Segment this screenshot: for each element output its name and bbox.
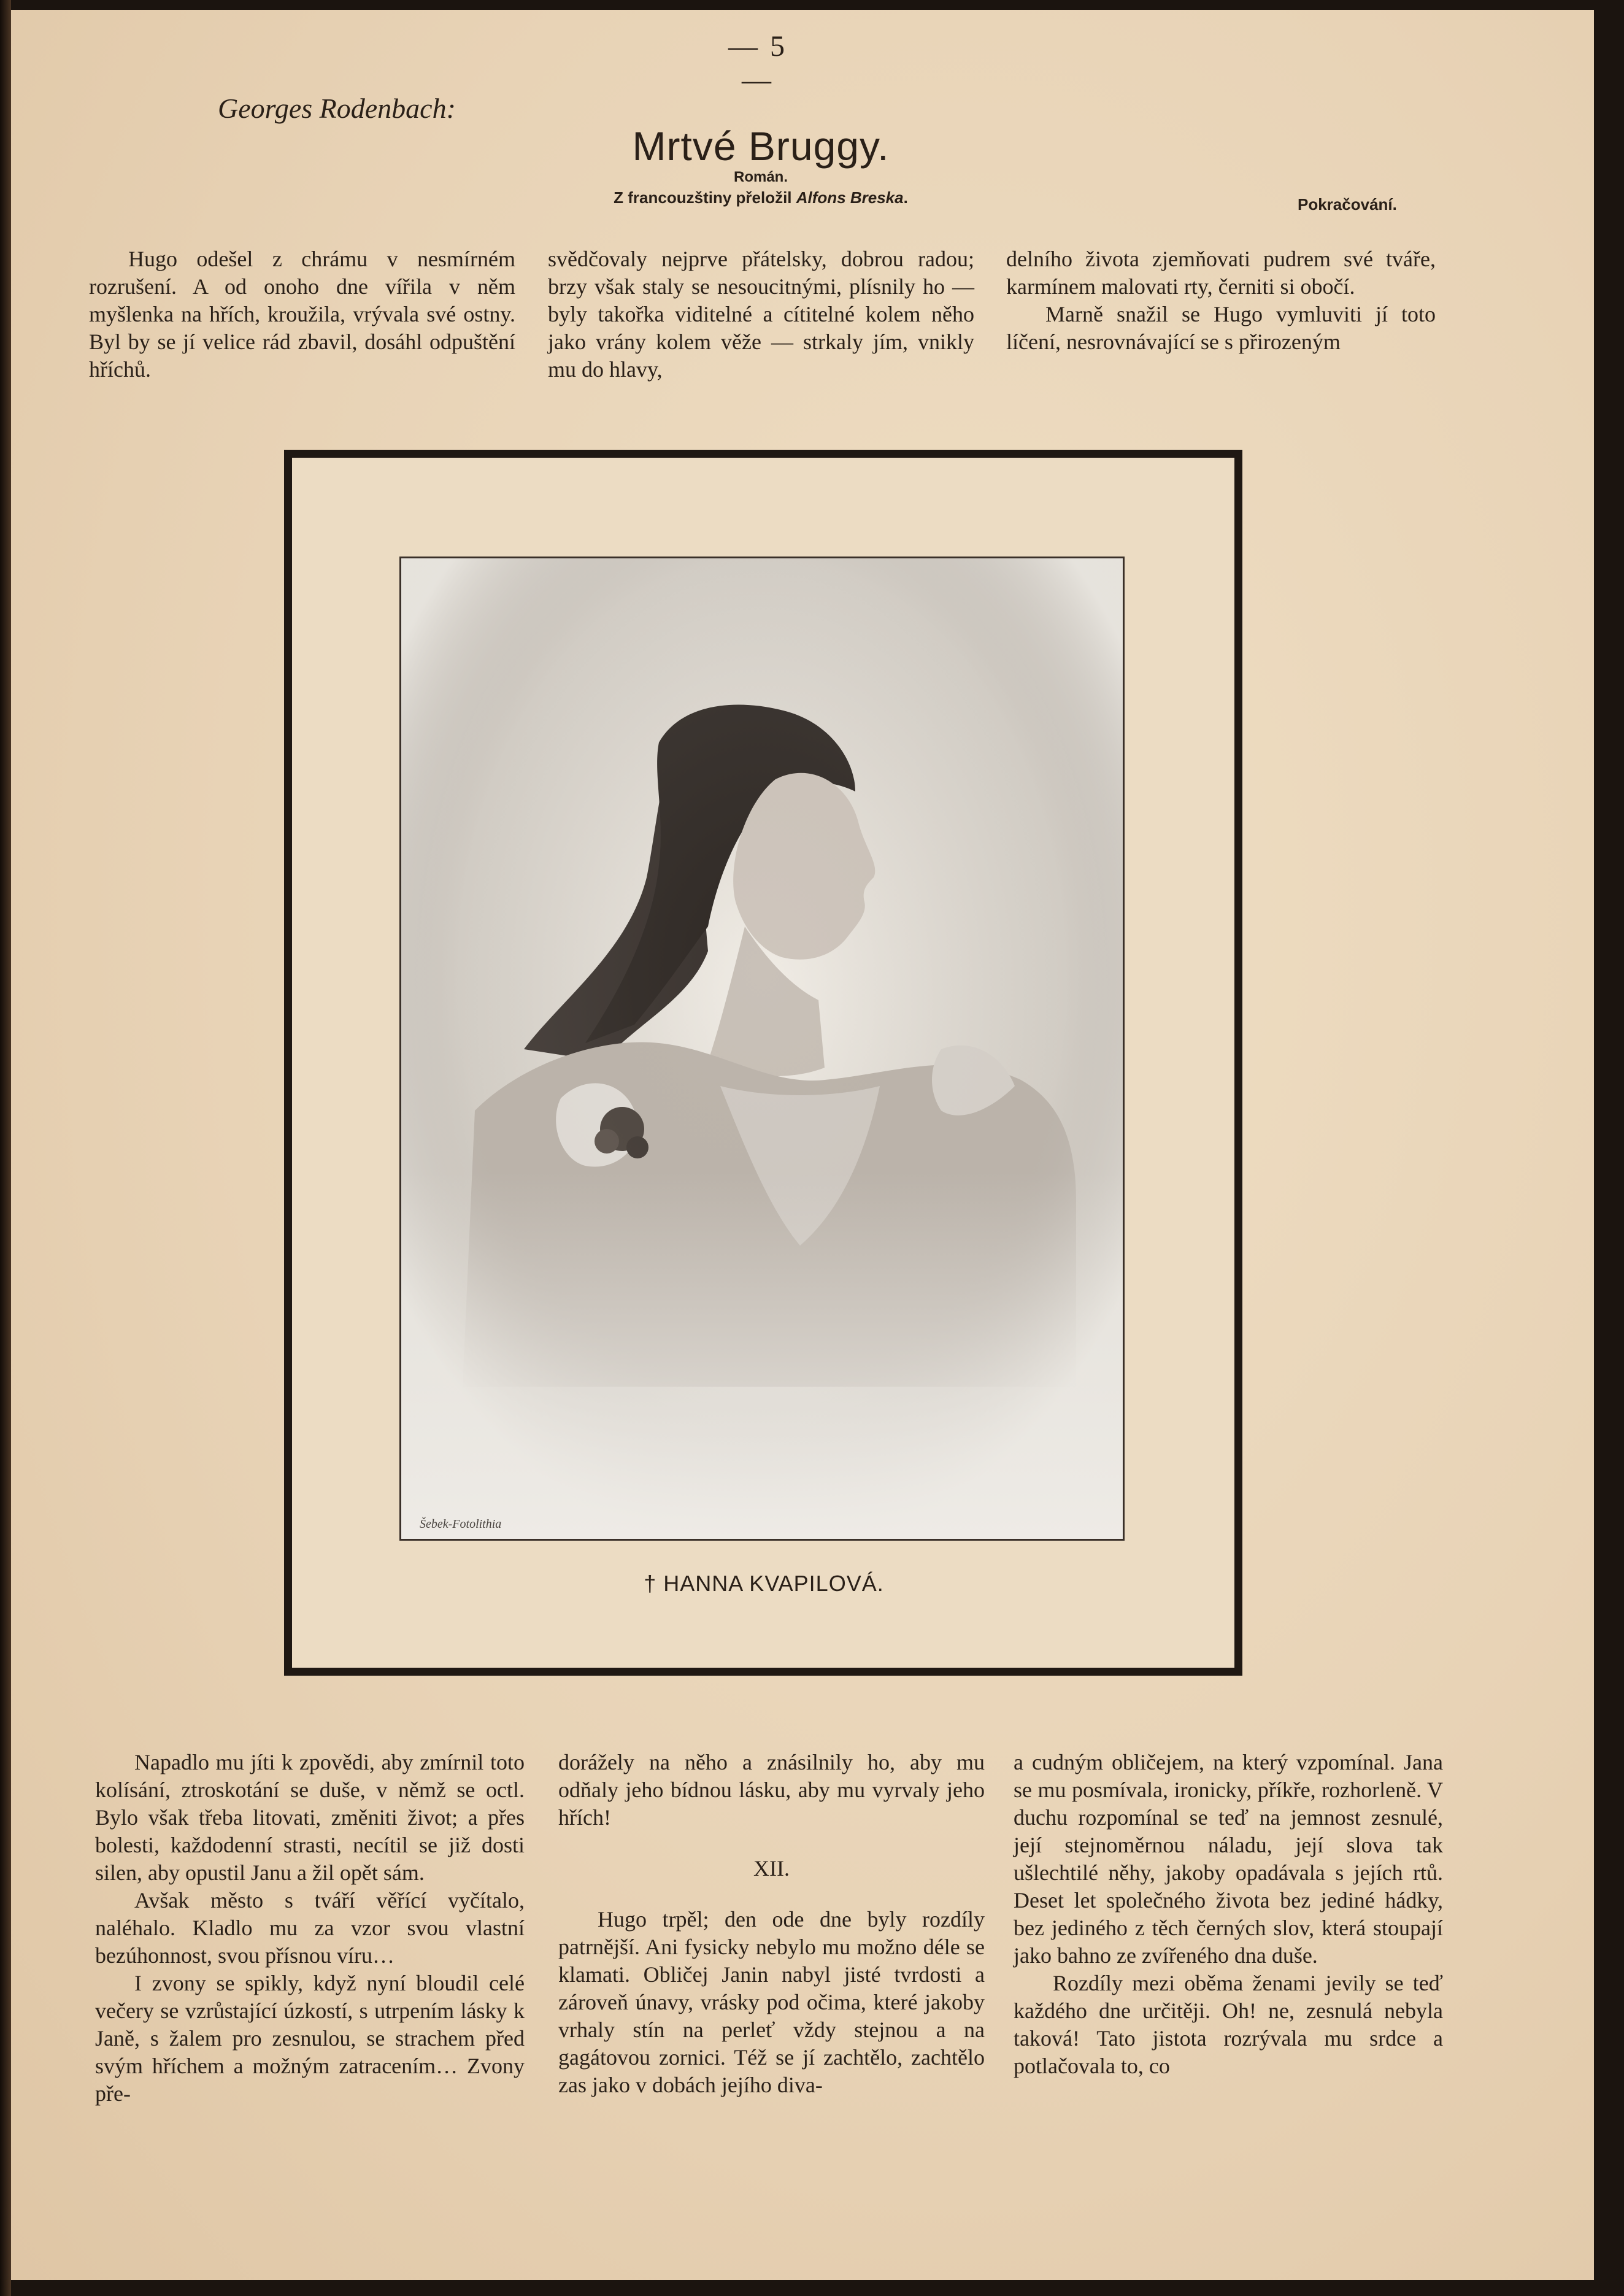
paragraph: Marně snažil se Hugo vymluviti jí toto líčení, nesrovnávající se s přirozeným (1006, 302, 1436, 354)
paragraph: delního života zjemňovati pudrem své tváře, karmínem malovati rty, černiti si obočí. (1006, 247, 1436, 299)
paragraph: Napadlo mu jíti k zpovědi, aby zmírnil toto kolísání, ztroskotání se duše, v němž se octl. Bylo však třeba litovati, změniti život; a přes bolesti, každodenní strasti, necítil se již dosti silen, aby opustil Janu a žil opět sám. (95, 1750, 525, 1885)
article-title: Mrtvé Bruggy. (632, 123, 890, 169)
portrait-illustration (401, 558, 1123, 1539)
portrait-caption: † HANNA KVAPILOVÁ. (644, 1571, 884, 1596)
bottom-column-3 (1014, 1749, 1443, 2080)
top-column-1 (89, 245, 515, 383)
photo-signature: Šebek-Fotolithia (420, 1517, 502, 1531)
translator-line: Z francouzštiny přeložil Alfons Breska. (614, 188, 908, 207)
binding-edge (0, 0, 11, 2296)
genre-label: Román. (733, 169, 788, 185)
continuation-label: Pokračování. (1298, 195, 1397, 214)
translator-name: Alfons Breska (796, 188, 904, 207)
paragraph: I zvony se spikly, když nyní bloudil celé večery se vzrůstající úzkostí, s utrpením lásky k Janě, s žalem pro zesnulou, se strachem před svým hříchem a možným zatracením… Zvony pře- (95, 1971, 525, 2106)
paragraph: Rozdíly mezi oběma ženami jevily se teď každého dne určitěji. Oh! ne, zesnulá nebyla taková! Tato jistota rozrývala mu srdce a potlačovala to, co (1014, 1971, 1443, 2078)
bottom-column-2 (558, 1749, 985, 2099)
paragraph: Hugo trpěl; den ode dne byly rozdíly patrnější. Ani fysicky nebylo mu možno déle se klamati. Obličej Janin nabyl jisté tvrdosti a zároveň únavy, vrásky pod očima, které jakoby vrhaly stín na perleť vždy stejnou a na gagátovou zornici. Též se jí zachtělo, zachtělo zas jako v dobách jejího diva- (558, 1907, 985, 2097)
paragraph: Avšak město s tváří věřící vyčítalo, naléhalo. Kladlo mu za vzor svou vlastní bezúhonnost, svou přísnou víru… (95, 1888, 525, 1968)
chapter-number: XII. (753, 1856, 790, 1881)
page-number: — 5 — (728, 30, 787, 96)
paragraph: svědčovaly nejprve přátelsky, dobrou radou; brzy však staly se nesoucitnými, plísnily ho — byly takořka viditelné a cítitelné kolem něho jako vrány kolem věže — strkaly jím, vnikly mu do hlavy, (548, 247, 974, 382)
portrait-photo (399, 557, 1125, 1541)
bottom-column-1 (95, 1749, 525, 2108)
translator-prefix: Z francouzštiny přeložil (614, 188, 792, 207)
paragraph: dorážely na něho a znásilnily ho, aby mu odňaly jeho bídnou lásku, aby mu vyrvaly jeho hřích! (558, 1750, 985, 1830)
top-column-2 (548, 245, 974, 383)
paragraph: a cudným obličejem, na který vzpomínal. Jana se mu posmívala, ironicky, příkře, rozhorleně. V duchu rozpomínal se teď na jemnost zesnulé, její stejnoměrnou náladu, její slova tak ušlechtilé něhy, jakoby opadávala s jejích rtů. Deset let společného života bez jediné hádky, bez jediného z těch černých slov, která stoupají jako bahno ze zvířeného dna duše. (1014, 1750, 1443, 1968)
author-name: Georges Rodenbach: (218, 93, 456, 124)
paragraph: Hugo odešel z chrámu v nesmírném rozrušení. A od onoho dne vířila v něm myšlenka na hřích, kroužila, vrývala své ostny. Byl by se jí velice rád zbavil, dosáhl odpuštění hříchů. (89, 247, 515, 382)
top-column-3 (1006, 245, 1436, 356)
